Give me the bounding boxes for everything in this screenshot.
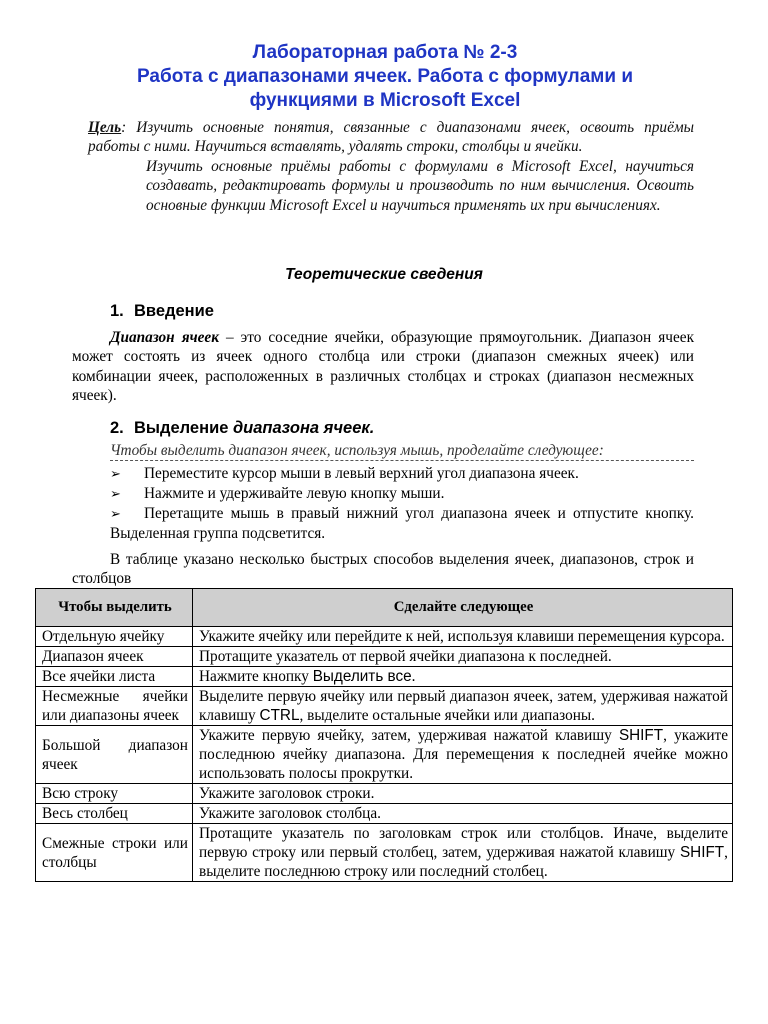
arrowhead-bullet-icon: ➢ bbox=[110, 467, 121, 482]
cell-what: Диапазон ячеек bbox=[36, 647, 193, 667]
cell-how-text: Выделите первую ячейку или первый диапазон ячеек, затем, удерживая нажатой клавишу bbox=[199, 688, 728, 724]
section-2-number: 2. bbox=[110, 419, 124, 437]
cell-what: Все ячейки листа bbox=[36, 667, 193, 687]
cell-how bbox=[193, 824, 733, 882]
bullet-text-3: Перетащите мышь в правый нижний угол диапазона ячеек и отпустите кнопку. Выделенная группа подсветится. bbox=[110, 505, 694, 543]
key-name: SHIFT bbox=[618, 727, 664, 744]
goal-paragraph-1: Цель: Изучить основные понятия, связанные с диапазонами ячеек, освоить приёмы работы с ними. Научиться вставлять, удалять строки, столбцы и ячейки. bbox=[88, 119, 694, 156]
bullet-text-2: Нажмите и удерживайте левую кнопку мыши. bbox=[144, 485, 445, 502]
cell-how-end: . bbox=[411, 668, 416, 685]
table-row bbox=[36, 784, 733, 804]
cell-how-text: Протащите указатель по заголовкам строк или столбцов. Иначе, выделите первую строку или первый столбец, затем, удерживая нажатой клавишу bbox=[199, 825, 728, 861]
cell-what: Отдельную ячейку bbox=[36, 627, 193, 647]
goal-text-1: Изучить основные понятия, связанные с диапазонами ячеек, освоить приёмы работы с ними. Научиться вставлять, удалять строки, столбцы и ячейки. bbox=[88, 119, 694, 156]
goal-block bbox=[88, 118, 694, 215]
cell-how-end: , выделите остальные ячейки или диапазоны. bbox=[299, 707, 596, 724]
section-1-heading bbox=[110, 302, 214, 321]
title-line-3: функциями в Microsoft Excel bbox=[249, 90, 521, 111]
cell-how bbox=[193, 687, 733, 726]
cell-how bbox=[193, 667, 733, 687]
bullet-item bbox=[72, 504, 694, 544]
goal-label: Цель bbox=[88, 119, 122, 136]
key-name: CTRL bbox=[259, 707, 300, 724]
cell-what: Смежные строки или столбцы bbox=[36, 824, 193, 882]
cell-how: Укажите ячейку или перейдите к ней, используя клавиши перемещения курсора. bbox=[193, 627, 733, 647]
cell-what: Большой диапазон ячеек bbox=[36, 726, 193, 784]
arrowhead-bullet-icon: ➢ bbox=[110, 487, 121, 502]
goal-paragraph-2: Изучить основные приёмы работы с формулами в Microsoft Excel, научиться создавать, редактировать формулы и производить по ним вычисления. Освоить основные функции Microsoft Excel и научиться применять их при вычислениях. bbox=[146, 157, 694, 214]
cell-what: Весь столбец bbox=[36, 804, 193, 824]
table-row bbox=[36, 824, 733, 882]
section-1-text: – это соседние ячейки, образующие прямоугольник. Диапазон ячеек может состоять из ячеек одного столбца или строки (диапазон смежных ячеек) или комбинации ячеек, расположенных в различных столбцах и строках (диапазон несмежных ячеек). bbox=[72, 329, 695, 405]
table-header-row bbox=[36, 589, 733, 627]
section-1-title: Введение bbox=[134, 302, 214, 320]
table-row bbox=[36, 687, 733, 726]
title-line-1: Лабораторная работа № 2-3 bbox=[252, 42, 518, 63]
cell-how: Укажите заголовок столбца. bbox=[193, 804, 733, 824]
title-line-2: Работа с диапазонами ячеек. Работа с формулами и bbox=[136, 66, 634, 87]
selection-hint: Чтобы выделить диапазон ячеек, используя мышь, проделайте следующее: bbox=[110, 442, 694, 461]
table-header-how: Сделайте следующее bbox=[193, 589, 733, 627]
section-1-lead: Диапазон ячеек bbox=[110, 329, 219, 346]
cell-how-end: , укажите последнюю ячейку диапазона. Для перемещения к последней ячейке можно использовать полосы прокрутки. bbox=[199, 727, 728, 782]
table-row bbox=[36, 667, 733, 687]
bullet-item bbox=[110, 484, 694, 504]
cell-what: Всю строку bbox=[36, 784, 193, 804]
arrowhead-bullet-icon: ➢ bbox=[110, 507, 121, 522]
cell-how: Укажите заголовок строки. bbox=[193, 784, 733, 804]
cell-how: Протащите указатель от первой ячейки диапазона к последней. bbox=[193, 647, 733, 667]
cell-how-text: Укажите первую ячейку, затем, удерживая нажатой клавишу bbox=[199, 727, 619, 744]
key-name: SHIFT bbox=[679, 844, 725, 861]
cell-what: Несмежные ячейки или диапазоны ячеек bbox=[36, 687, 193, 726]
section-1-number: 1. bbox=[110, 302, 124, 320]
cell-how-end: , выделите последнюю строку или последний столбец. bbox=[199, 844, 728, 880]
table-header-what: Чтобы выделить bbox=[36, 589, 193, 627]
table-row bbox=[36, 627, 733, 647]
section-2-title-italic: диапазона ячеек. bbox=[232, 419, 375, 437]
table-row bbox=[36, 647, 733, 667]
theory-title: Теоретические сведения bbox=[285, 266, 483, 283]
table-intro: В таблице указано несколько быстрых способов выделения ячеек, диапазонов, строк и столбцов bbox=[72, 551, 694, 588]
section-2-title: Выделение bbox=[134, 419, 233, 437]
cell-how bbox=[193, 726, 733, 784]
key-name: Выделить все bbox=[312, 668, 412, 685]
cell-how-text: Нажмите кнопку bbox=[199, 668, 313, 685]
section-2-heading bbox=[110, 419, 374, 438]
selection-methods-table bbox=[35, 588, 733, 882]
table-row bbox=[36, 804, 733, 824]
section-1-paragraph bbox=[72, 328, 694, 406]
bullet-text-1: Переместите курсор мыши в левый верхний угол диапазона ячеек. bbox=[144, 465, 579, 482]
table-row bbox=[36, 726, 733, 784]
bullet-item bbox=[110, 464, 694, 484]
